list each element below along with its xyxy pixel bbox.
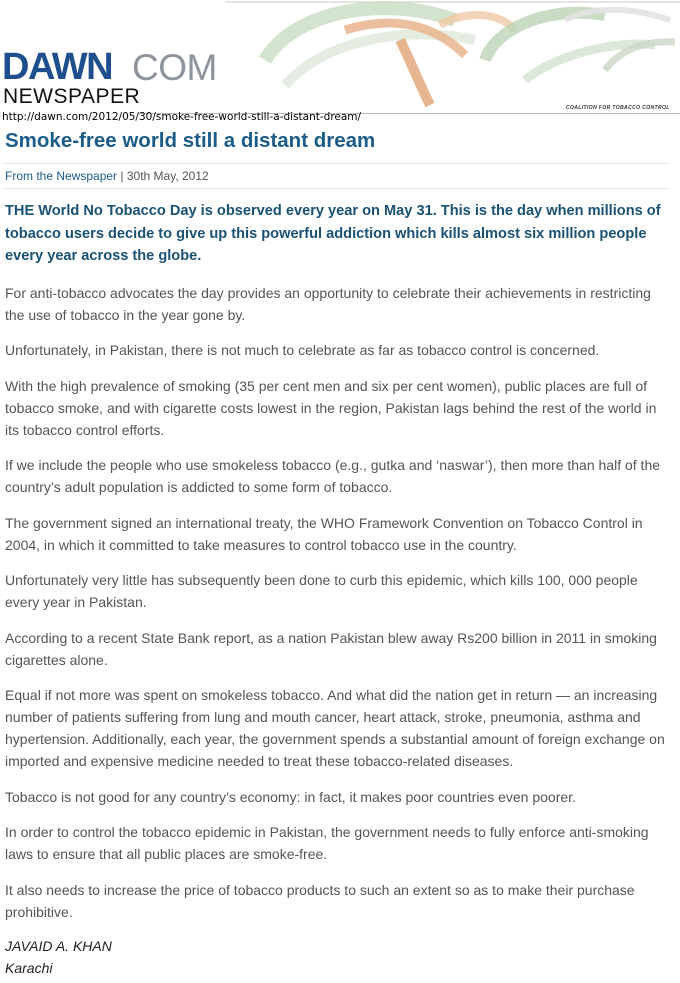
byline-divider <box>4 188 668 189</box>
byline <box>5 168 209 184</box>
body-paragraph: In order to control the tobacco epidemic in Pakistan, the government needs to fully enforce anti-smoking laws to ensure that all public places are smoke-free. <box>5 824 649 862</box>
article-body <box>5 200 673 979</box>
publish-date: 30th May, 2012 <box>126 169 209 183</box>
body-paragraph: Unfortunately very little has subsequently been done to curb this epidemic, which kills 100, 000 people every year in Pakistan. <box>5 572 638 610</box>
masthead <box>0 0 680 125</box>
article-title[interactable]: Smoke-free world still a distant dream <box>5 129 376 152</box>
body-paragraph: With the high prevalence of smoking (35 per cent men and six per cent women), public places are full of tobacco smoke, and with cigarette costs lowest in the region, Pakistan lags behind the rest of the world in its tobacco control efforts. <box>5 377 657 438</box>
body-paragraph: According to a recent State Bank report, as a nation Pakistan blew away Rs200 billion in 2011 in smoking cigarettes alone. <box>5 629 657 668</box>
byline-separator: | <box>117 169 127 183</box>
logo-newspaper: NEWSPAPER <box>3 85 141 108</box>
body-paragraph: The government signed an international treaty, the WHO Framework Convention on Tobacco Control in 2004, in which it committed to take measures to control tobacco use in the country. <box>5 514 643 553</box>
body-paragraph: Tobacco is not good for any country’s economy: in fact, it makes poor countries even poorer. <box>5 788 576 805</box>
body-paragraph: Equal if not more was spent on smokeless tobacco. And what did the nation get in return — an increasing number of patients suffering from lung and mouth cancer, heart attack, stroke, pneumonia, asthma and hypertension. Additionally, each year, the government spends a substantial amount of foreign exchange on imported and expensive medicine needed to treat these tobacco-related diseases. <box>5 687 665 769</box>
body-paragraph: Unfortunately, in Pakistan, there is not much to celebrate as far as tobacco control is concerned. <box>5 342 600 358</box>
logo-com: COM <box>132 47 217 88</box>
body-paragraph: If we include the people who use smokeless tobacco (e.g., gutka and ‘naswar’), then more than half of the country’s adult population is addicted to some form of tobacco. <box>5 457 661 495</box>
body-paragraph: For anti-tobacco advocates the day provides an opportunity to celebrate their achievements in restricting the use of tobacco in the year gone by. <box>5 284 651 323</box>
body-paragraph: It also needs to increase the price of tobacco products to such an extent so as to make their purchase prohibitive. <box>5 881 635 920</box>
source-link[interactable]: From the Newspaper <box>5 169 118 183</box>
coalition-label: COALITION FOR TOBACCO CONTROL <box>566 105 670 111</box>
title-divider <box>4 163 668 164</box>
article-url: http://dawn.com/2012/05/30/smoke-free-world-still-a-distant-dream/ <box>2 111 362 123</box>
logo-dawn: DAWN <box>2 46 113 88</box>
lead-paragraph: THE World No Tobacco Day is observed every year on May 31. This is the day when millions of tobacco users decide to give up this powerful addiction which kills almost six million people every year across the globe. <box>5 203 661 264</box>
signature-city: Karachi <box>5 959 53 976</box>
signature-name: JAVAID A. KHAN <box>5 938 112 954</box>
tobacco-control-logo-graphic <box>225 0 680 118</box>
